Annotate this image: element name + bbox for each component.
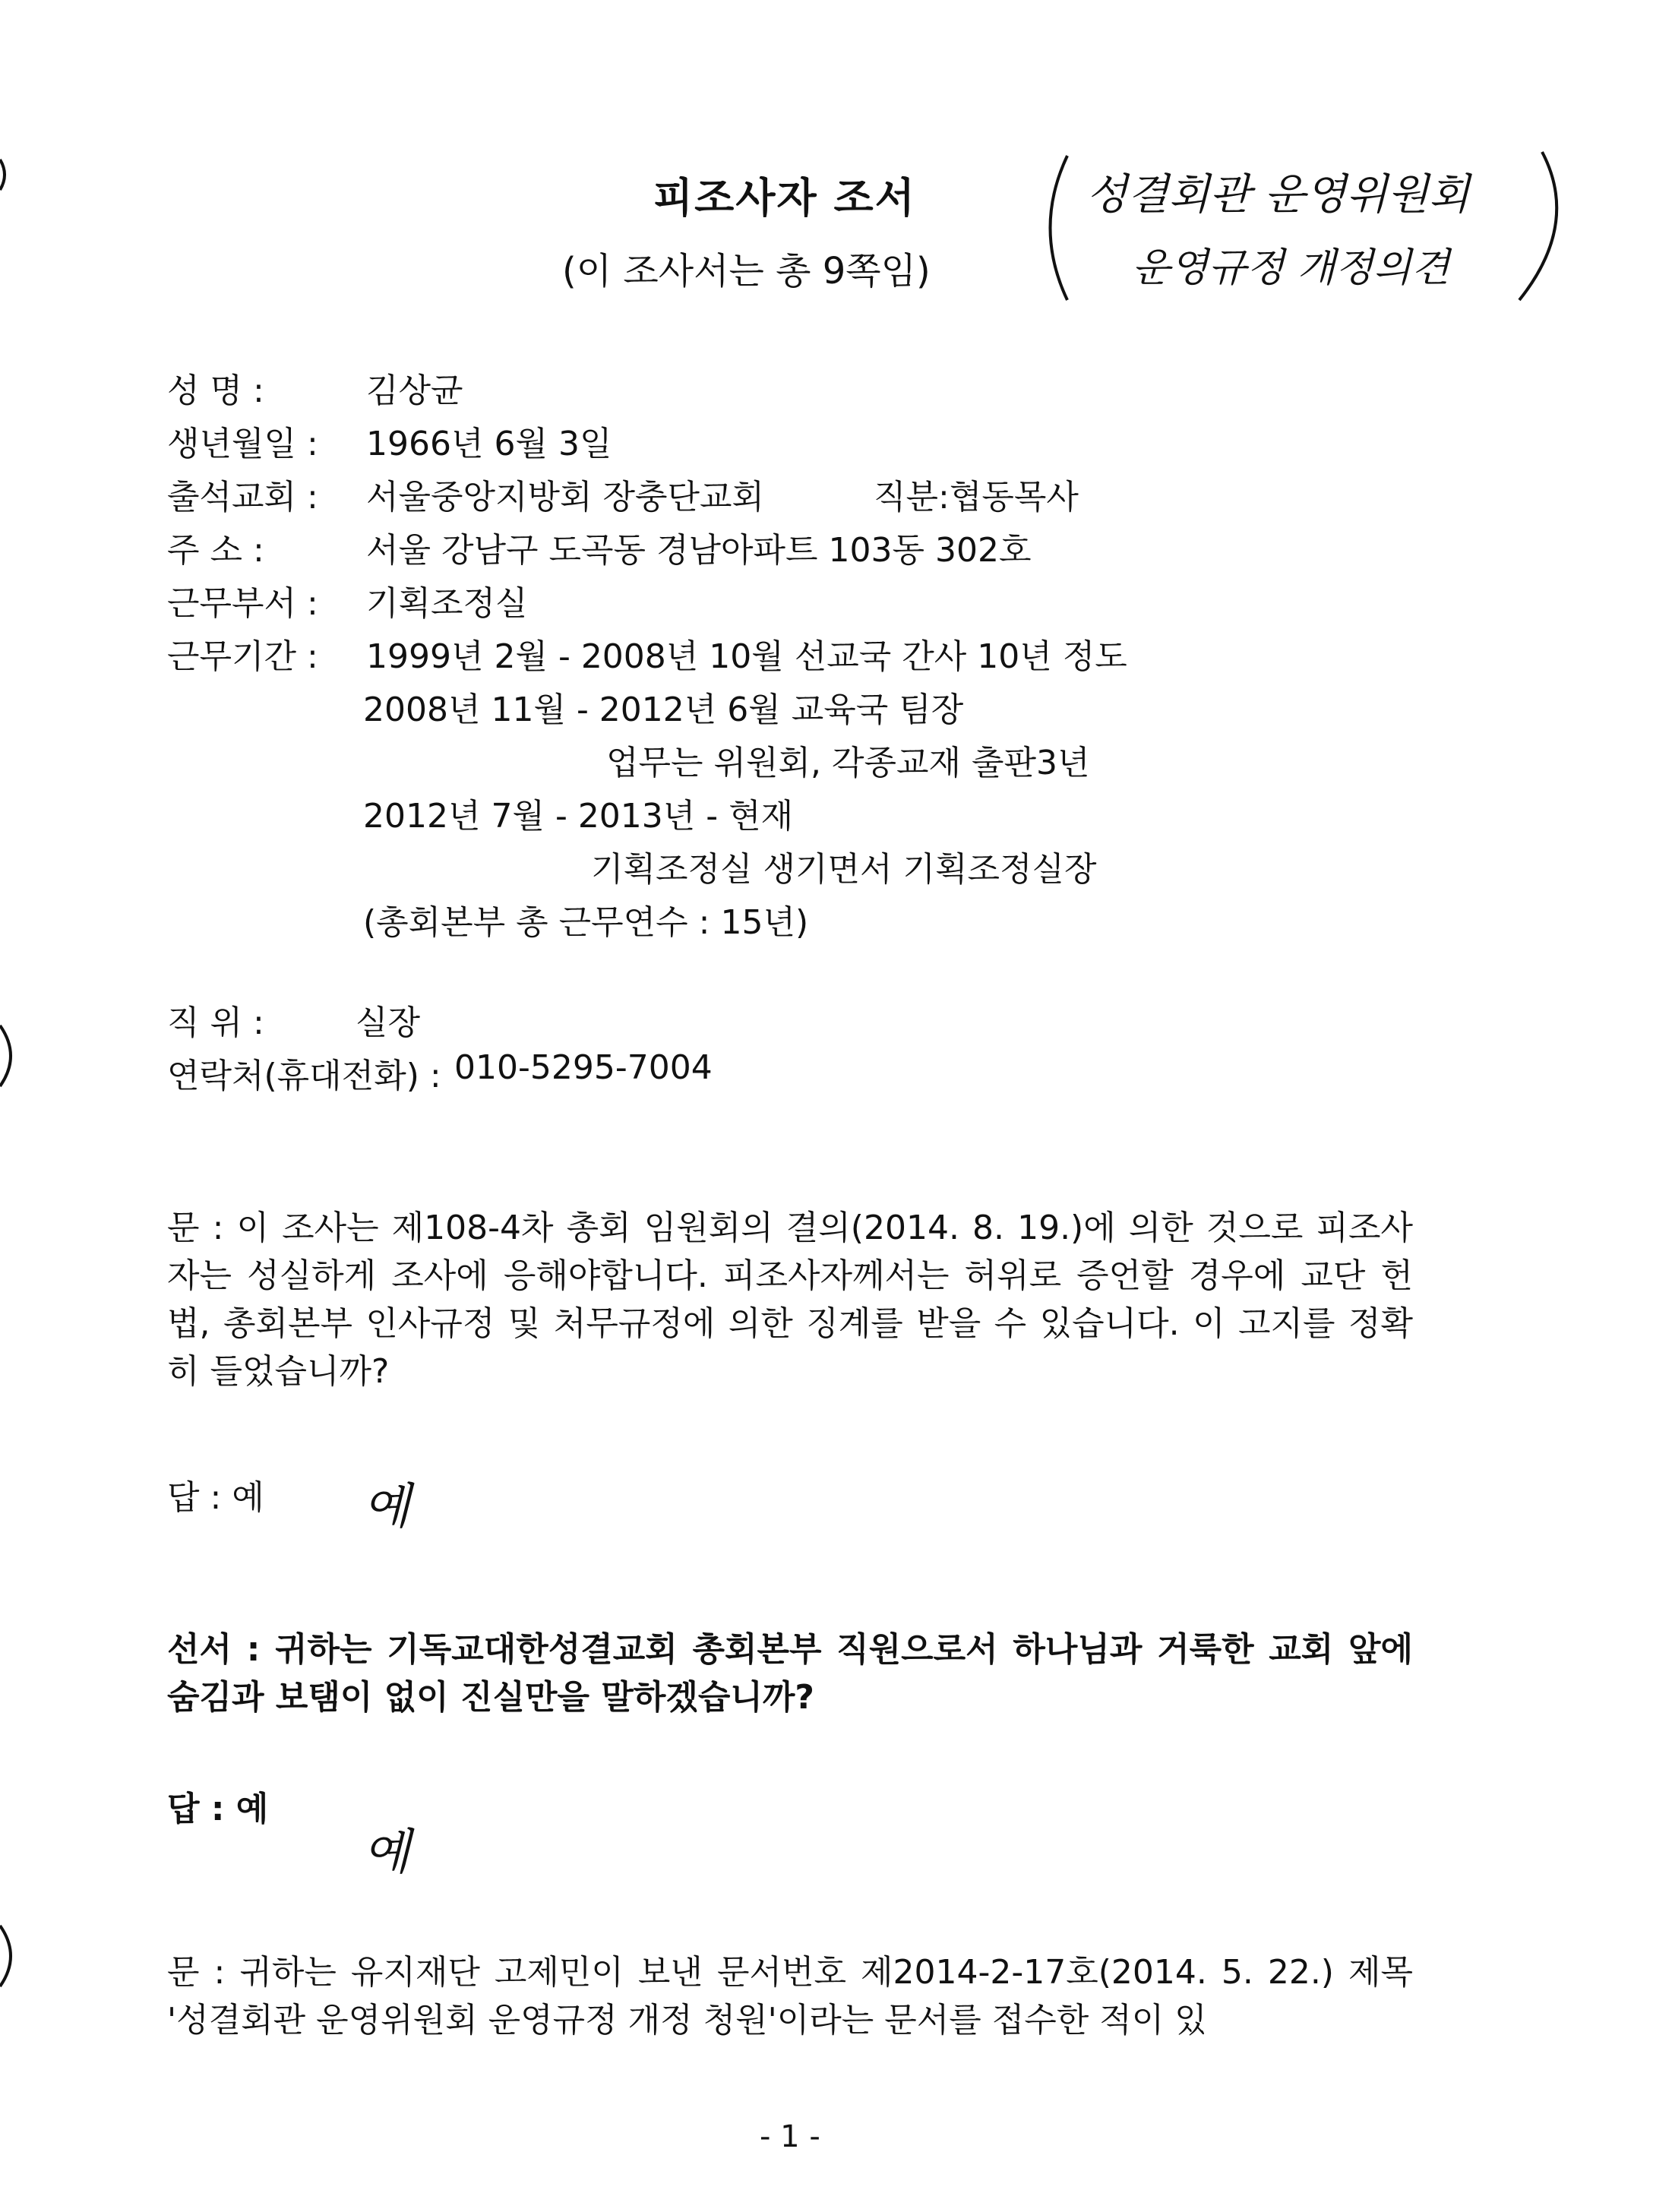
handwritten-note bbox=[1033, 141, 1580, 315]
period-line-5: 기획조정실 생기면서 기획조정실장 bbox=[591, 850, 1097, 889]
handwritten-note-line2: 운영규정 개정의견 bbox=[1132, 245, 1450, 291]
period-line-3: 업무는 위원회, 각종교재 출판3년 bbox=[606, 744, 1090, 782]
answer-1: 답 : 예 bbox=[167, 1478, 264, 1517]
answer-2-handwritten: 예 bbox=[363, 1825, 410, 1881]
dept-label: 근무부서 : bbox=[167, 584, 318, 623]
period-line-6: (총회본부 총 근무연수 : 15년) bbox=[363, 903, 809, 942]
period-line-1: 1999년 2월 - 2008년 10월 선교국 간사 10년 정도 bbox=[366, 637, 1127, 676]
church-label: 출석교회 : bbox=[167, 478, 318, 517]
birth-value: 1966년 6월 3일 bbox=[366, 425, 612, 463]
period-label: 근무기간 : bbox=[167, 637, 318, 676]
question-2: 문 : 귀하는 유지재단 고제민이 보낸 문서번호 제2014-2-17호(2014. 5. 22.) 제목 '성결회관 운영위원회 운영규정 개정 청원'이라는 문서를 접수한 적이 있 bbox=[167, 1953, 1413, 2040]
address-label: 주 소 : bbox=[167, 531, 264, 570]
answer-1-signature bbox=[357, 1466, 456, 1542]
birth-label: 생년월일 : bbox=[167, 425, 318, 463]
page-number: - 1 - bbox=[760, 2119, 820, 2154]
answer-1-handwritten: 예 bbox=[363, 1479, 410, 1535]
position-title: 직분:협동목사 bbox=[874, 478, 1079, 517]
document-subtitle: (이 조사서는 총 9쪽임) bbox=[562, 250, 931, 292]
handwritten-note-line1: 성결회관 운영위원회 bbox=[1086, 170, 1470, 220]
oath-text: 선서 : 귀하는 기독교대한성결교회 총회본부 직원으로서 하나님과 거룩한 교회 앞에 숨김과 보탬이 없이 진실만을 말하겠습니까? bbox=[167, 1630, 1413, 1717]
rank-value: 실장 bbox=[356, 1003, 421, 1042]
question-1: 문 : 이 조사는 제108-4차 총회 임원회의 결의(2014. 8. 19.)에 의한 것으로 피조사자는 성실하게 조사에 응해야합니다. 피조사자께서는 허위로 증언할 경우에 교단 헌법, 총회본부 인사규정 및 처무규정에 의한 징계를 받을 수 있습니다. 이 고지를 정확히 들었습니까? bbox=[167, 1209, 1413, 1391]
address-value: 서울 강남구 도곡동 경남아파트 103동 302호 bbox=[366, 531, 1032, 570]
name-value: 김상균 bbox=[366, 371, 463, 410]
period-line-4: 2012년 7월 - 2013년 - 현재 bbox=[363, 797, 794, 836]
margin-mark bbox=[0, 1922, 23, 1990]
answer-2: 답 : 예 bbox=[167, 1790, 269, 1828]
margin-mark bbox=[0, 152, 15, 198]
dept-value: 기획조정실 bbox=[366, 584, 528, 623]
church-value: 서울중앙지방회 장충단교회 bbox=[366, 478, 765, 517]
margin-mark bbox=[0, 1022, 23, 1090]
period-line-2: 2008년 11월 - 2012년 6월 교육국 팀장 bbox=[363, 690, 964, 729]
document-title: 피조사자 조서 bbox=[653, 174, 916, 222]
rank-label: 직 위 : bbox=[167, 1003, 264, 1042]
contact-label: 연락처(휴대전화) : bbox=[167, 1057, 441, 1095]
name-label: 성 명 : bbox=[167, 371, 264, 410]
contact-value: 010-5295-7004 bbox=[454, 1048, 713, 1087]
answer-2-signature bbox=[357, 1815, 456, 1891]
